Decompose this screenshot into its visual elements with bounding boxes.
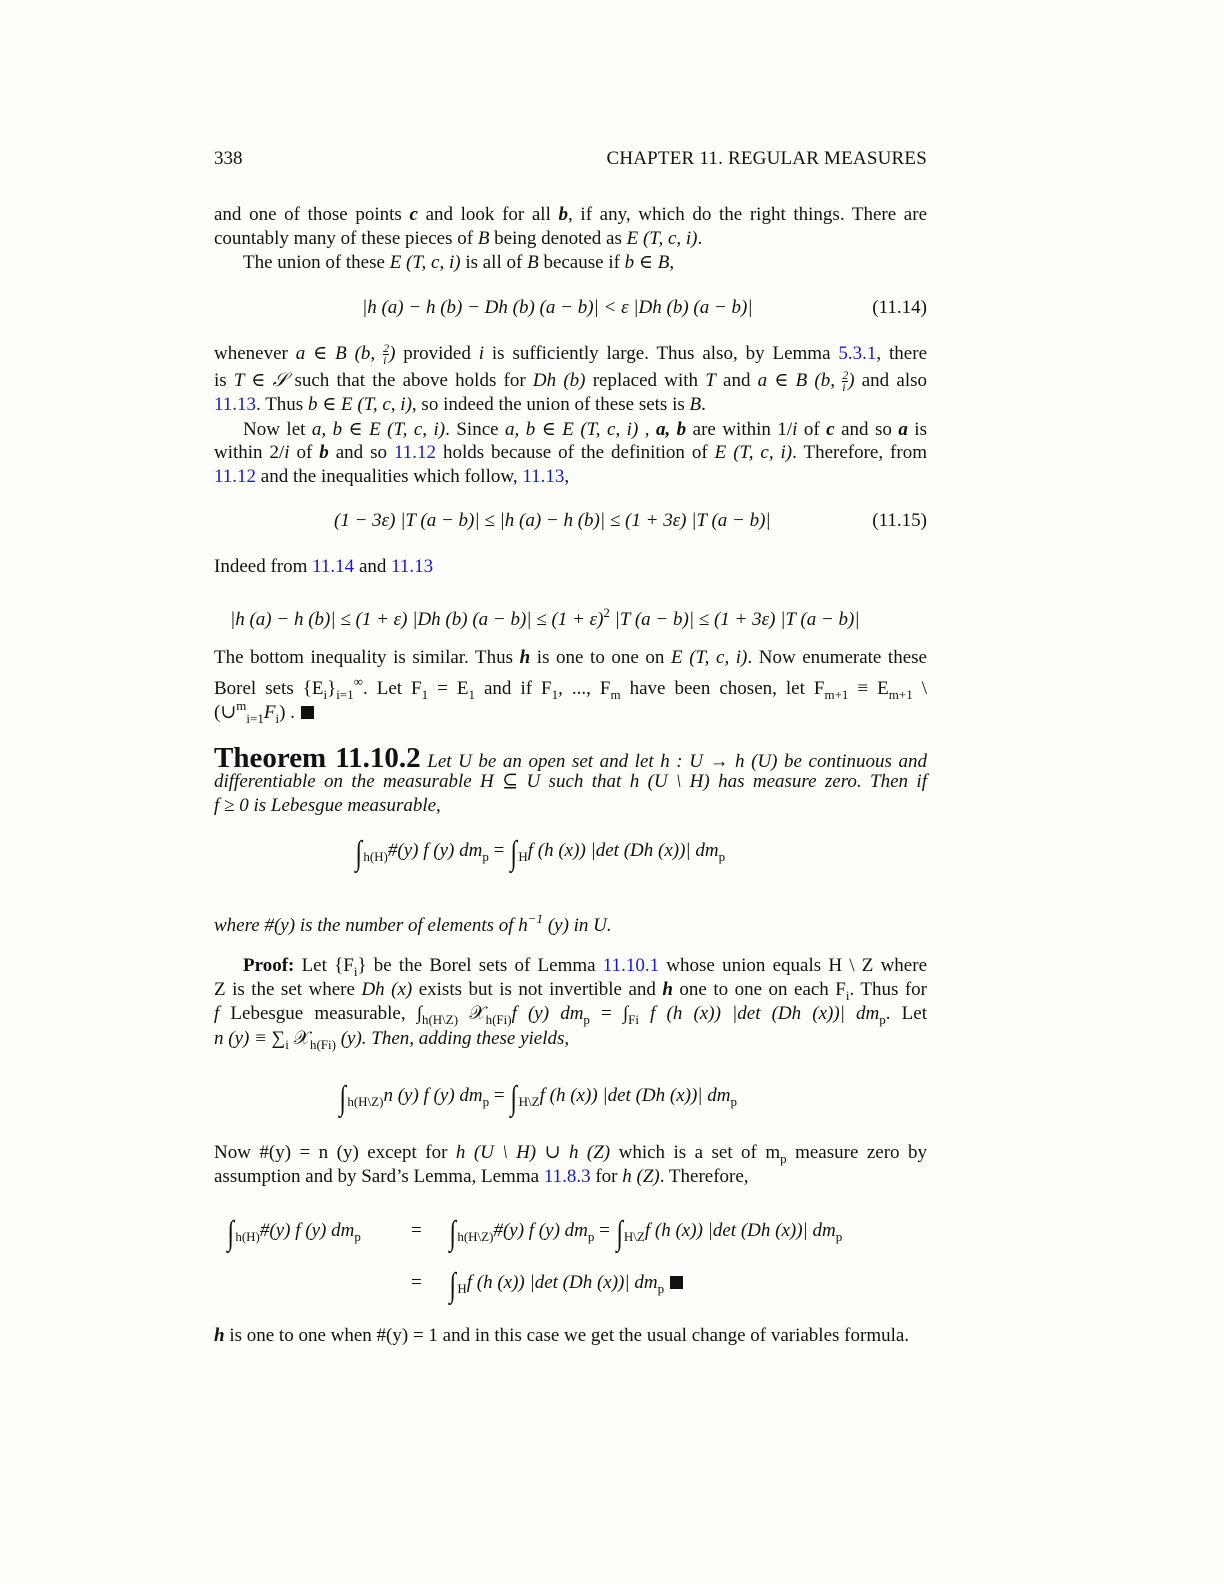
page-number: 338	[214, 148, 243, 169]
integral-sign-icon: ∫	[615, 1215, 623, 1252]
text-line: and one of those points c and look for all b, if any, which do the right things. There are	[214, 204, 928, 225]
equation-link[interactable]: 11.13	[522, 466, 565, 487]
qed-square-icon	[670, 1276, 683, 1289]
equals-sign: =	[411, 1272, 422, 1293]
text-line: h is one to one when #(y) = 1 and in this case we get the usual change of variables formula.	[214, 1325, 910, 1346]
theorem-statement: Theorem 11.10.2 Let U be an open set and let h : U → h (U) be continuous and	[214, 742, 927, 774]
equation-11-14: |h (a) − h (b) − Dh (b) (a − b)| < ε |Dh (b) (a − b)|	[362, 297, 753, 318]
proof-label: Proof:	[243, 955, 295, 976]
equals-sign: =	[411, 1220, 422, 1241]
integral-sign-icon: ∫	[227, 1215, 234, 1252]
proof-equation-2-rhs: $\int_{h(H\backslash Z)}\#(y)$ f (y) $dm_p = \int_{H\backslash Z}f$ (h (x)) |det (Dh (x))| $dm_p$	[449, 1215, 843, 1252]
proof-equation-1: $\int_{h(H\backslash Z)}n$ (y) f (y) $dm_p = \int_{H\backslash Z}f$ (h (x)) |det (Dh (x))| $dm_p$	[339, 1080, 737, 1117]
fraction: $\frac{2}{i}$	[842, 368, 849, 395]
equation-link[interactable]: 11.13	[214, 394, 257, 415]
text-line: 11.12 and the inequalities which follow, 11.13,	[214, 466, 570, 487]
inequality-chain: |h (a) − h (b)| ≤ (1 + ε) |Dh (b) $(a - b)| \le (1 + \varepsilon)^2$ |T (a − b)| ≤ (1 + 3ε) |T (a − b)|	[230, 605, 860, 630]
lemma-link[interactable]: 5.3.1	[838, 343, 877, 364]
text-line: is T ∈ 𝒮 such that the above holds for Dh (b) replaced with T and a ∈ B (b, $\frac{2}{i}$ ) and also	[214, 368, 927, 395]
proof-equation-2-lhs: $\int_{h(H)}\#(y)$ f (y) $dm_p$	[227, 1215, 361, 1252]
chapter-title: CHAPTER 11. REGULAR MEASURES	[606, 148, 927, 169]
equation-link[interactable]: 11.12	[214, 466, 257, 487]
text-line: f Lebesgue measurable, $\int_{h(H\backslash Z)}$ 𝒳$_{h(Fi)}$f (y) $dm_p = \int_{Fi}$ f (h (x)) |det (Dh (x))| $dm_p$. Let	[214, 1003, 928, 1027]
text-line: Z is the set where Dh (x) exists but is not invertible and h one to one on each $F_i$. Thus for	[214, 979, 928, 1003]
integral-sign-icon: ∫	[510, 1080, 518, 1117]
equation-11-15: (1 − 3ε) |T (a − b)| ≤ |h (a) − h (b)| ≤ (1 + 3ε) |T (a − b)|	[334, 510, 771, 531]
text-line: Now let a, b ∈ E (T, c, i). Since a, b ∈ E (T, c, i) , a, b are within 1/i of c and so a is	[243, 419, 927, 440]
integral-sign-icon: ∫	[339, 1080, 346, 1117]
text-line: Proof: Let $\{F_i\}$ be the Borel sets of Lemma 11.10.1 whose union equals H \ Z where	[243, 955, 927, 979]
text-line: Indeed from 11.14 and 11.13	[214, 556, 434, 577]
text-line: $(\cup^m_{i=1}F_i)$ .	[214, 694, 927, 718]
equation-link[interactable]: 11.14	[312, 556, 355, 577]
theorem-equation: $\int_{h(H)}\#(y)$ f (y) $dm_p = \int_Hf$ (h (x)) |det (Dh (x))| $dm_p$	[355, 835, 726, 872]
text-line: Borel sets $\{E_i\}_{i=1}^\infty$. Let $F_1 = E_1$ and if $F_1$, ..., $F_m$ have been chosen, let $F_{m+1} \equiv E_{m+1}$ \	[214, 674, 928, 702]
equation-link[interactable]: 11.13	[391, 556, 434, 577]
theorem-title: Theorem 11.10.2	[214, 742, 421, 774]
text-line: whenever a ∈ B (b, $\frac{2}{i}$ ) provided i is sufficiently large. Thus also, by Lemma 5.3.1, there	[214, 341, 928, 368]
running-header	[214, 148, 927, 172]
integral-sign-icon: ∫	[355, 835, 362, 872]
text-line: n $(y) \equiv \sum_i$ 𝒳$_{h(Fi)}$ (y). Then, adding these yields,	[214, 1028, 570, 1052]
lemma-link[interactable]: 11.10.1	[602, 955, 660, 976]
text-line: f ≥ 0 is Lebesgue measurable,	[214, 795, 441, 816]
equation-link[interactable]: 11.12	[393, 442, 436, 463]
text-line: differentiable on the measurable H ⊆ U such that h (U \ H) has measure zero. Then if	[214, 771, 927, 792]
text-line: The bottom inequality is similar. Thus h is one to one on E (T, c, i). Now enumerate these	[214, 647, 927, 668]
text-line: Now #(y) = n (y) except for h (U \ H) ∪ h (Z) which is a set of $m_p$ measure zero by	[214, 1142, 927, 1166]
text-line: within 2/i of b and so 11.12 holds because of the definition of E (T, c, i). Therefore, from	[214, 442, 927, 463]
equation-number: (11.15)	[872, 510, 927, 531]
qed-square-icon	[301, 706, 314, 719]
fraction: $\frac{2}{i}$	[383, 341, 390, 368]
integral-sign-icon: ∫	[449, 1215, 456, 1252]
text-line: 11.13. Thus b ∈ E (T, c, i), so indeed the union of these sets is B.	[214, 394, 706, 415]
integral-sign-icon: ∫	[449, 1267, 456, 1304]
equation-number: (11.14)	[872, 297, 927, 318]
integral-sign-icon: ∫	[510, 835, 517, 872]
text-line: countably many of these pieces of B being denoted as E (T, c, i).	[214, 228, 703, 249]
text-line: The union of these E (T, c, i) is all of B because if b ∈ B,	[243, 252, 675, 273]
lemma-link[interactable]: 11.8.3	[543, 1166, 591, 1187]
proof-equation-2-row2: $\int_Hf$ (h (x)) |det (Dh (x))| $dm_p$	[448, 1270, 683, 1302]
text-line: assumption and by Sard’s Lemma, Lemma 11.8.3 for h (Z). Therefore,	[214, 1166, 749, 1187]
text-line: where #(y) is the number of elements of $h^{-1}$ (y) in U.	[214, 911, 612, 936]
